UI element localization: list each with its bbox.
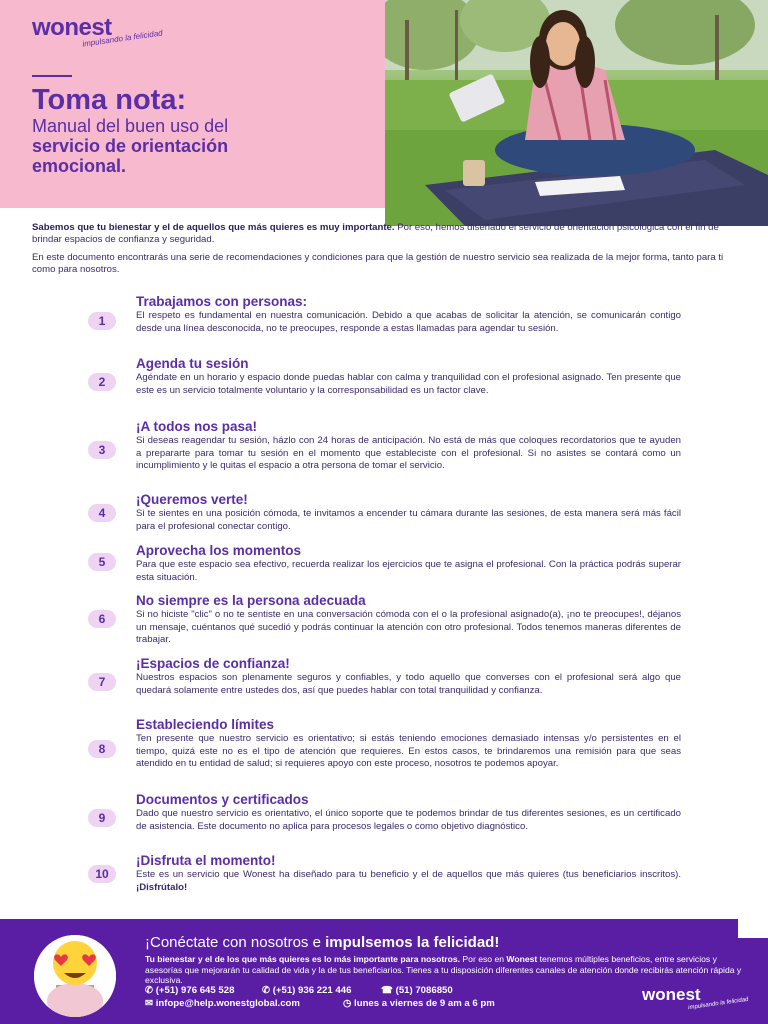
item-body-bold: ¡Disfrútalo! (136, 881, 188, 893)
item-body: Nuestros espacios son plenamente seguros y confiables, y todo aquello que converses con el profesional será algo que quedará solamente entre ustedes dos, así que puedes hablar con total tranquilidad y confianza. (136, 672, 681, 696)
item-title: Aprovecha los momentos (136, 543, 302, 558)
item-title: Documentos y certificados (136, 792, 309, 807)
item-body (136, 869, 681, 894)
item-number-badge: 3 (88, 441, 116, 459)
item-body: Dado que nuestro servicio es orientativo, el único soporte que te podemos brindar de tus diferentes sesiones, es un certificado de asistencia. Este documento no aplica para procesos legales o como objetivo diagnóstico. (136, 808, 681, 832)
item-number-badge: 2 (88, 373, 116, 391)
subtitle-line-1: Manual del buen uso del (32, 116, 229, 136)
footer-text-bold: Tu bienestar y el de los que más quieres es lo más importante para nosotros. (145, 954, 461, 964)
contact-phone-2[interactable] (262, 985, 351, 996)
phone-icon: ☎ (381, 985, 396, 996)
avatar (34, 935, 116, 1017)
intro-text: Por eso, hemos diseñado el servicio de orientación psicológica con el fin de brindar espacios de confianza y seguridad. (32, 222, 719, 245)
item-number-badge: 5 (88, 553, 116, 571)
footer-corner-tab (738, 919, 768, 938)
item-body: El respeto es fundamental en nuestra comunicación. Debido a que acabas de solicitar la atención, se comunicarán contigo desde una línea desconocida, no te preocupes, responde a estas llamadas para agendar tu sesión. (136, 310, 681, 334)
phone-icon: ✆ (262, 985, 273, 996)
header-panel (0, 0, 385, 208)
item-title: ¡A todos nos pasa! (136, 419, 258, 434)
phone-1-text: (+51) 976 645 528 (155, 985, 235, 996)
item-number-badge: 6 (88, 610, 116, 628)
item-number-badge: 10 (88, 865, 116, 883)
phone-2-text: (+51) 936 221 446 (272, 985, 352, 996)
item-title: ¡Espacios de confianza! (136, 656, 290, 671)
intro-bold-text: Sabemos que tu bienestar y el de aquellos que más quieres es muy importante. (32, 222, 395, 233)
subtitle-line-3: emocional. (32, 156, 127, 176)
footer-brand-tagline: impulsando la felicidad (687, 996, 749, 1012)
page-title: Toma nota: (32, 84, 187, 116)
footer-description (145, 954, 745, 986)
footer-title-bold: impulsemos la felicidad! (325, 934, 500, 951)
subtitle-line-2: servicio de orientación (32, 136, 229, 156)
mail-icon: ✉ (145, 998, 156, 1009)
footer-title (145, 934, 499, 951)
email-text: infope@help.wonestglobal.com (155, 998, 300, 1009)
item-body: Ten presente que nuestro servicio es orientativo; si estás teniendo emociones demasiado intensas y/o persistentes en el tiempo, quizá este no es el tipo de atención que requieres. En estos casos, te brindaremos una remisión para que seas atendido en tu entidad de salud; si requieres apoyo con este proceso, nosotros te podemos apoyar. (136, 733, 681, 769)
item-body-text: Este es un servicio que Wonest ha diseñado para tu beneficio y el de aquellos que más quieres (tus beneficiarios inscritos). (136, 869, 681, 880)
clock-icon: ◷ (343, 998, 355, 1009)
item-number-badge: 4 (88, 504, 116, 522)
item-title: No siempre es la persona adecuada (136, 593, 366, 608)
item-title: Estableciendo límites (136, 717, 275, 732)
page-subtitle (32, 116, 372, 176)
phone-3-text: (51) 7086850 (395, 985, 453, 996)
hours-text: lunes a viernes de 9 am a 6 pm (354, 998, 495, 1009)
footer-brand-logo[interactable]: wonest (642, 985, 701, 1004)
intro-paragraph-2: En este documento encontrarás una serie de recomendaciones y condiciones para que la gestión de nuestro servicio sea realizada de la mejor forma, tanto para ti como para nosotros. (32, 252, 724, 275)
contact-email[interactable] (145, 998, 300, 1009)
contact-phone-3[interactable] (381, 985, 453, 996)
intro-paragraph-1 (32, 222, 736, 246)
brand-logo[interactable]: wonest (32, 14, 112, 41)
phone-icon: ✆ (145, 985, 156, 996)
hero-photo-illustration (385, 0, 768, 226)
hero-photo (385, 0, 768, 226)
contact-hours (343, 998, 495, 1009)
item-title: Trabajamos con personas: (136, 294, 308, 309)
item-title: ¡Queremos verte! (136, 492, 248, 507)
emoji-face-icon (34, 935, 116, 1017)
footer-text-rest: tenemos múltiples beneficios, entre servicios y asesorías que mejorarán tu calidad de vida y la de tus beneficiarios. Tienes a tu disposición diferentes canales de atención donde recibirás atención rápida y exclusiva. (145, 954, 742, 985)
item-number-badge: 8 (88, 740, 116, 758)
item-body: Si te sientes en una posición cómoda, te invitamos a encender tu cámara durante las sesiones, de esta manera será más fácil para el profesional conectar contigo. (136, 508, 681, 532)
footer-text-brand: Wonest (506, 954, 538, 964)
footer-title-text: ¡Conéctate con nosotros e (145, 934, 326, 951)
title-rule (32, 75, 72, 77)
brand-tagline: impulsando la felicidad (81, 28, 164, 49)
item-body: Para que este espacio sea efectivo, recuerda realizar los ejercicios que te asigna el profesional. Con la práctica podrás superar esta situación. (136, 559, 681, 583)
item-number-badge: 7 (88, 673, 116, 691)
item-body: Si no hiciste "clic" o no te sentiste en una conversación cómoda con el o la profesional asignado(a), ¡no te preocupes!, déjanos un mensaje, cuéntanos qué sucedió y podrás continuar la atención con otro profesional. Todos tenemos maneras diferentes de trabajar. (136, 609, 681, 645)
item-body: Si deseas reagendar tu sesión, házlo con 24 horas de anticipación. No está de más que coloques recordatorios que te ayuden a prepararte para tomar tu sesión en el momento que estableciste con el profesional. Si no asistes se contará como un incumplimiento y le quitas el espacio a otra persona de tomar el servicio. (136, 435, 681, 471)
item-title: Agenda tu sesión (136, 356, 249, 371)
item-number-badge: 1 (88, 312, 116, 330)
item-body: Agéndate en un horario y espacio donde puedas hablar con calma y tranquilidad con el profesional asignado. Ten presente que este es un servicio totalmente voluntario y la corresponsabilidad es un factor clave. (136, 372, 681, 396)
item-number-badge: 9 (88, 809, 116, 827)
footer-text-mid: Por eso en (460, 954, 507, 964)
contact-phone-1[interactable] (145, 985, 234, 996)
item-title: ¡Disfruta el momento! (136, 853, 276, 868)
